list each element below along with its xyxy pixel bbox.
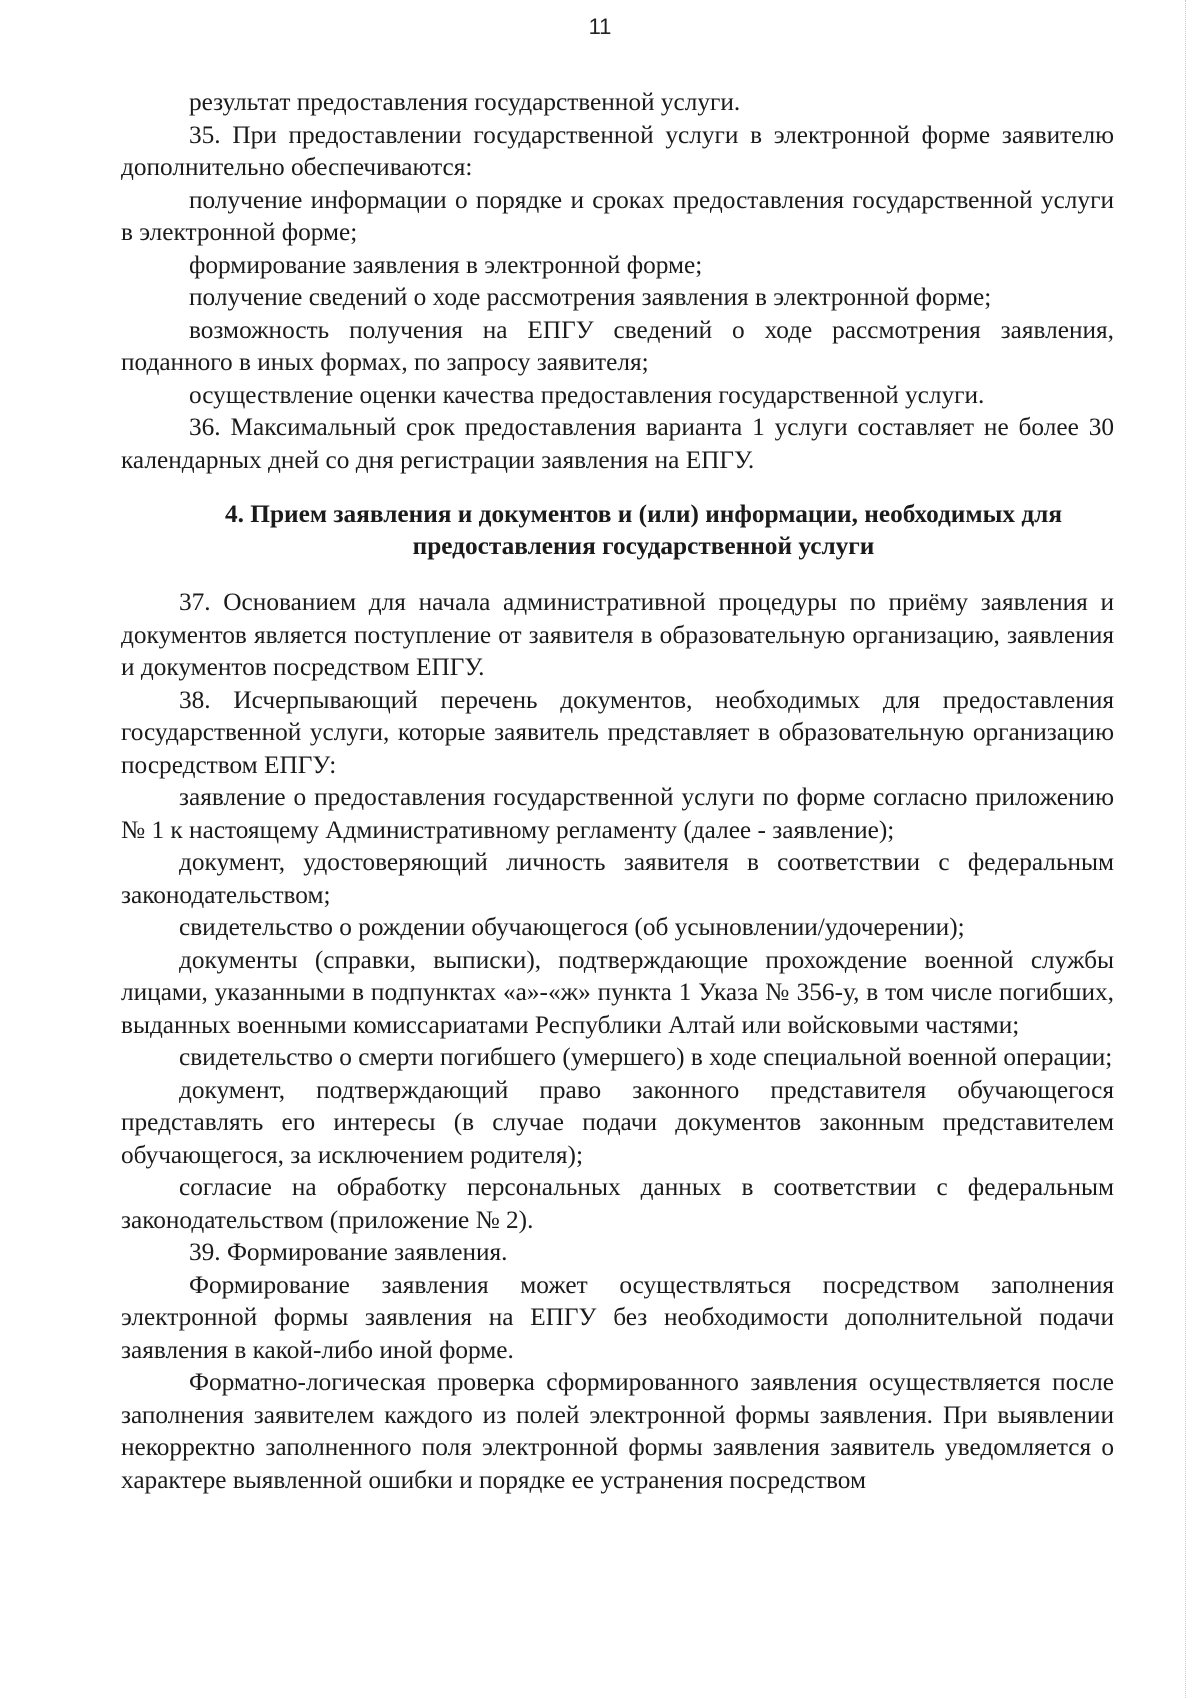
list-item: получение информации о порядке и сроках предоставления государственной услуги в электронной форме; bbox=[121, 185, 1114, 246]
paragraph: Формирование заявления может осуществляться посредством заполнения электронной формы заявления на ЕПГУ без необходимости дополнительной подачи заявления в какой-либо иной форме. bbox=[121, 1270, 1114, 1364]
list-item: документ, удостоверяющий личность заявителя в соответствии с федеральным законодательством; bbox=[121, 848, 1114, 909]
paragraph-37: 37. Основанием для начала административной процедуры по приёму заявления и документов является поступление от заявителя в образовательную организацию, заявления и документов посредством ЕПГУ. bbox=[121, 588, 1114, 681]
list-item: осуществление оценки качества предоставления государственной услуги. bbox=[189, 380, 985, 409]
paragraph-36: 36. Максимальный срок предоставления варианта 1 услуги составляет не более 30 календарных дней со дня регистрации заявления на ЕПГУ. bbox=[121, 413, 1114, 474]
list-item: документ, подтверждающий право законного представителя обучающегося представлять его интересы (в случае подачи документов законным представителем обучающегося, за исключением родителя); bbox=[121, 1075, 1114, 1169]
paragraph: Форматно-логическая проверка сформированного заявления осуществляется после заполнения заявителем каждого из полей электронной формы заявления. При выявлении некорректно заполненного поля электронной формы заявления заявитель уведомляется о характере выявленной ошибки и порядке ее устранения посредством bbox=[121, 1368, 1114, 1494]
list-item: заявление о предоставления государственной услуги по форме согласно приложению № 1 к настоящему Административному регламенту (далее - заявление); bbox=[121, 783, 1114, 844]
list-item: согласие на обработку персональных данных в соответствии с федеральным законодательством (приложение № 2). bbox=[121, 1173, 1114, 1234]
scan-edge-divider bbox=[1185, 0, 1186, 1698]
list-item: свидетельство о смерти погибшего (умершего) в ходе специальной военной операции; bbox=[179, 1043, 1113, 1071]
page-number: 11 bbox=[588, 14, 612, 39]
list-item: документы (справки, выписки), подтверждающие прохождение военной службы лицами, указанными в подпунктах «а»-«ж» пункта 1 Указа № 356-у, в том числе погибших, выданных военными комиссариатами Республики Алтай или войсковыми частями; bbox=[121, 945, 1114, 1039]
list-item: получение сведений о ходе рассмотрения заявления в электронной форме; bbox=[189, 283, 992, 311]
list-item: возможность получения на ЕПГУ сведений о ходе рассмотрения заявления, поданного в иных формах, по запросу заявителя; bbox=[121, 315, 1114, 376]
document-body bbox=[121, 86, 1114, 1496]
paragraph-35: 35. При предоставлении государственной услуги в электронной форме заявителю дополнительно обеспечиваются: bbox=[121, 120, 1114, 181]
paragraph-38: 38. Исчерпывающий перечень документов, необходимых для предоставления государственной услуги, которые заявитель представляет в образовательную организацию посредством ЕПГУ: bbox=[121, 685, 1114, 779]
list-item: формирование заявления в электронной форме; bbox=[189, 250, 703, 279]
section-heading: 4. Прием заявления и документов и (или) информации, необходимых для предоставления государственной услуги bbox=[224, 500, 1063, 560]
list-item: свидетельство о рождении обучающегося (об усыновлении/удочерении); bbox=[179, 913, 965, 941]
paragraph-39: 39. Формирование заявления. bbox=[189, 1238, 508, 1266]
paragraph: результат предоставления государственной услуги. bbox=[189, 88, 741, 116]
